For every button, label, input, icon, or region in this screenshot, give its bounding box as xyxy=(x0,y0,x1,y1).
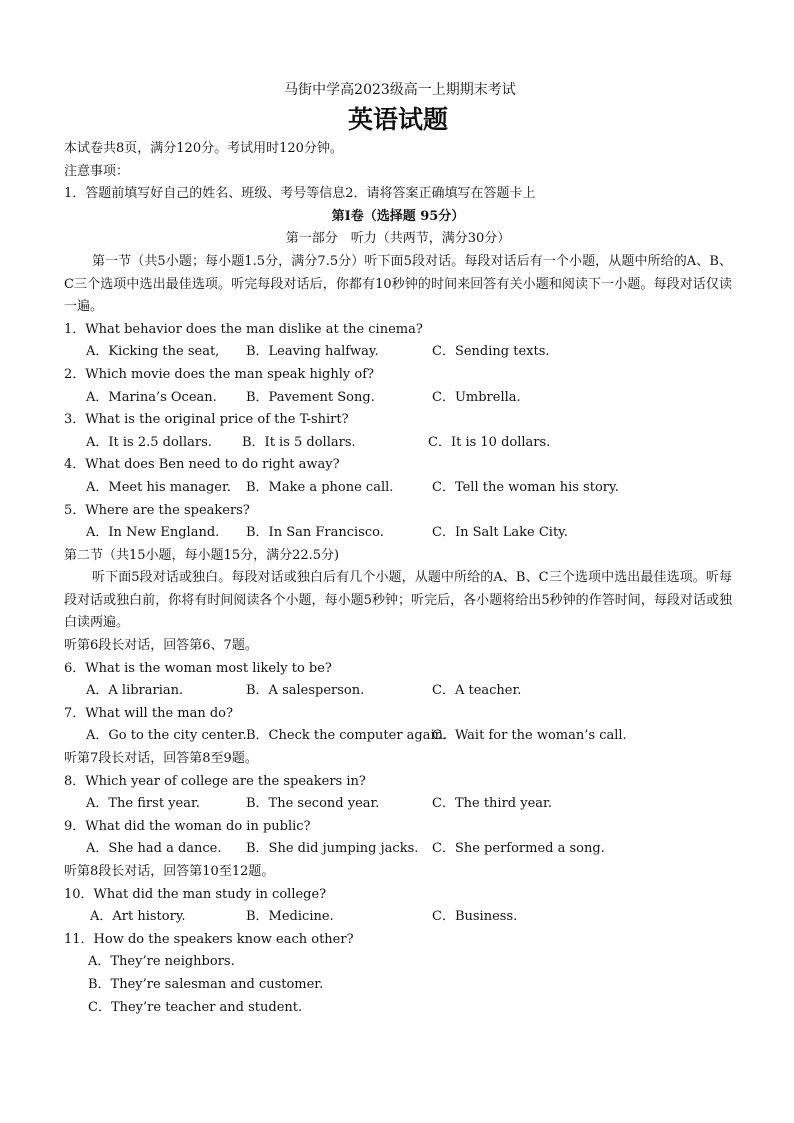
question-options xyxy=(64,387,732,410)
option-c: C．Umbrella. xyxy=(432,389,521,405)
option-a: A．A librarian. xyxy=(86,683,184,699)
option-c: C．Sending texts. xyxy=(432,344,550,360)
question-stem: 1．What behavior does the man dislike at the cinema? xyxy=(64,321,423,337)
group-heading-8: 听第8段长对话，回答第10至12题。 xyxy=(64,864,275,879)
intro-line-pages: 本试卷共8页，满分120分。考试用时120分钟。 xyxy=(64,141,343,156)
option-b: B．They’re salesman and customer. xyxy=(88,976,324,992)
question-options xyxy=(64,477,732,500)
option-b: B．It is 5 dollars. xyxy=(242,434,356,450)
volume-title: 第I卷（选择题 95分） xyxy=(331,208,465,224)
question-stem: 4．What does Ben need to do right away? xyxy=(64,457,340,473)
question-options xyxy=(64,432,732,455)
question-stem: 11．How do the speakers know each other? xyxy=(64,931,354,947)
option-a: A．The first year. xyxy=(86,796,200,812)
intro-line-instructions: 1．答题前填写好自己的姓名、班级、考号等信息2．请将答案正确填写在答题卡上 xyxy=(64,186,536,202)
option-c: C．In Salt Lake City. xyxy=(432,525,568,541)
option-b: B．Make a phone call. xyxy=(246,479,394,495)
question-stem: 3．What is the original price of the T-shirt? xyxy=(64,412,349,428)
option-a: A．They’re neighbors. xyxy=(88,954,235,970)
option-c: C．Business. xyxy=(432,909,518,925)
section2-heading: 第二节（共15小题，每小题15分，满分22.5分) xyxy=(64,547,340,563)
option-b: B．The second year. xyxy=(246,796,380,812)
part-title: 第一部分 听力（共两节，满分30分） xyxy=(285,231,511,247)
section2-instructions: 听下面5段对话或独白。每段对话或独白后有几个小题，从题中所给的A、B、C三个选项中选出最佳选项。听每段对话或独白前，你将有时间阅读各个小题，每小题5秒钟；听完后，各小题将给出5秒钟的作答时间，每段对话或独白读两遍。 xyxy=(64,570,732,631)
intro-line-notice: 注意事项： xyxy=(64,163,130,179)
exam-title: 马街中学高2023级高一上期期末考试 xyxy=(284,82,516,98)
option-b: B．Medicine. xyxy=(246,909,334,925)
option-b: B．She did jumping jacks. xyxy=(246,841,419,857)
group-heading-7: 听第7段长对话，回答第8至9题。 xyxy=(64,751,258,767)
option-a: A．Marina’s Ocean. xyxy=(86,389,217,405)
question-options xyxy=(64,522,732,545)
question-stem: 6．What is the woman most likely to be? xyxy=(64,660,332,676)
question-stem: 9．What did the woman do in public? xyxy=(64,818,311,834)
question-stem: 10．What did the man study in college? xyxy=(64,886,327,902)
question-options xyxy=(64,793,732,816)
subject-title: 英语试题 xyxy=(347,105,448,134)
option-a: A．Kicking the seat, xyxy=(86,344,220,360)
option-c: C．They’re teacher and student. xyxy=(88,999,303,1015)
option-c: C．It is 10 dollars. xyxy=(428,434,551,450)
question-stem: 7．What will the man do? xyxy=(64,705,233,721)
question-stem: 2．Which movie does the man speak highly of? xyxy=(64,366,374,382)
option-b: B．Check the computer again. xyxy=(246,728,448,744)
option-b: B．Leaving halfway. xyxy=(246,344,379,360)
question-stem: 8．Which year of college are the speakers in? xyxy=(64,773,366,789)
option-b: B．A salesperson. xyxy=(246,683,365,699)
question-options xyxy=(64,838,732,861)
option-c: C．She performed a song. xyxy=(432,841,605,857)
exam-page xyxy=(64,80,732,1019)
question-options xyxy=(64,906,732,929)
group-heading-6: 听第6段长对话，回答第6、7题。 xyxy=(64,638,258,654)
section1-instructions: 第一节（共5小题；每小题1.5分，满分7.5分）听下面5段对话。每段对话后有一个小题，从题中所给的A、B、C三个选项中选出最佳选项。听完每段对话后，你都有10秒钟的时间来回答有关小题和阅读下一小题。每段对话仅读一遍。 xyxy=(64,253,732,315)
question-options xyxy=(64,725,732,748)
option-a: A．It is 2.5 dollars. xyxy=(86,434,212,450)
question-options xyxy=(64,680,732,703)
option-a: A．Meet his manager. xyxy=(86,479,231,495)
question-options xyxy=(64,341,732,364)
option-c: C．Tell the woman his story. xyxy=(432,479,619,495)
option-b: B．In San Francisco. xyxy=(246,525,384,541)
option-c: C．Wait for the woman’s call. xyxy=(432,728,627,744)
option-c: C．The third year. xyxy=(432,796,552,812)
option-b: B．Pavement Song. xyxy=(246,389,375,405)
question-stem: 5．Where are the speakers? xyxy=(64,502,250,518)
option-a: A．She had a dance. xyxy=(86,841,222,857)
option-a: A．Go to the city center. xyxy=(86,728,247,744)
option-a: A．In New England. xyxy=(86,525,220,541)
option-c: C．A teacher. xyxy=(432,683,522,699)
option-a: A．Art history. xyxy=(90,909,186,925)
